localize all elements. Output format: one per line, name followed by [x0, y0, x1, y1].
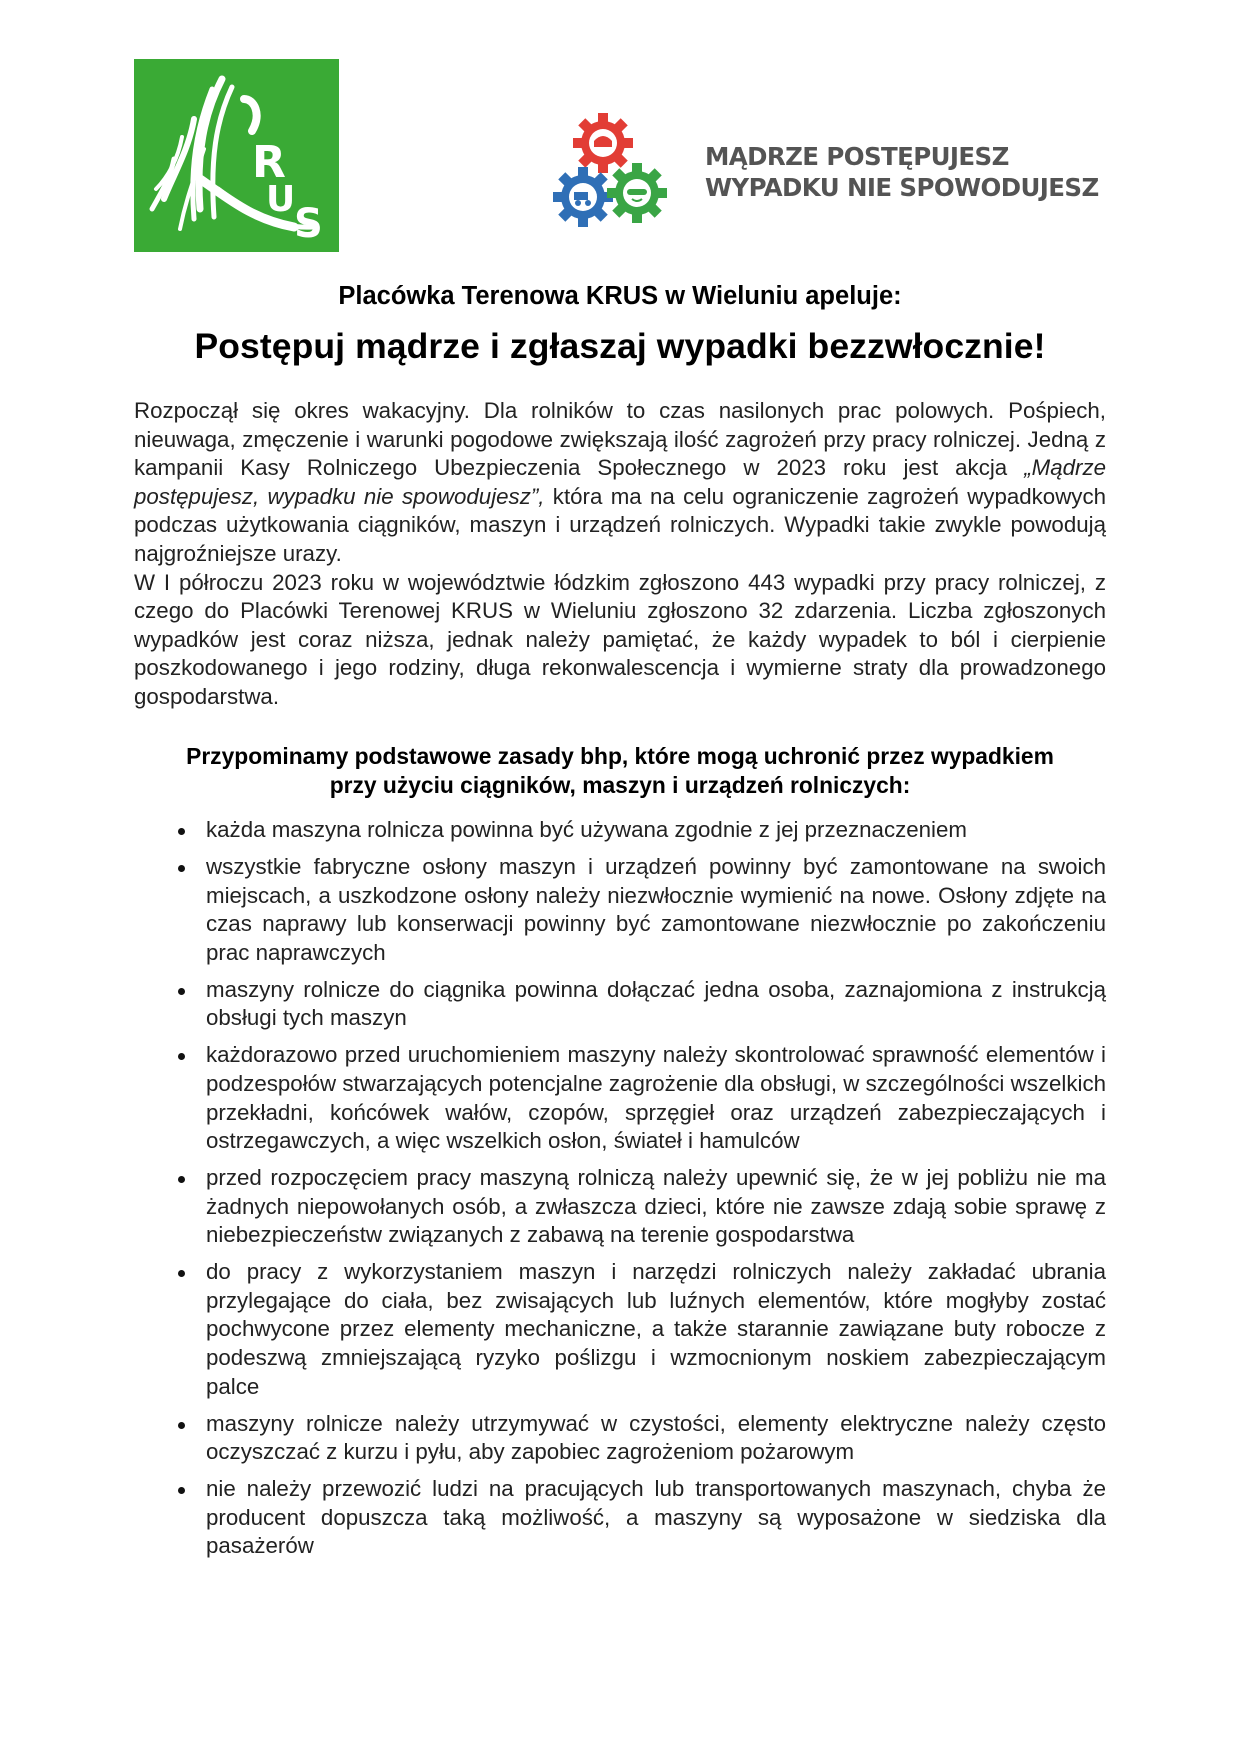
rule-text: każdorazowo przed uruchomieniem maszyny należy skontrolować sprawność elementów i podzespołów stwarzających potencjalne zagrożenie dla obsługi, w szczególności wszelkich przekładni, końcówek wałów, czopów, sprzęgieł oraz urządzeń zabezpieczających i ostrzegawczych, a więc wszelkich osłon, świateł i hamulców: [206, 1042, 1106, 1154]
svg-text:S: S: [294, 201, 323, 247]
list-item: [134, 976, 1106, 1033]
rules-list: [134, 816, 1106, 1569]
bullet-icon: [178, 1270, 185, 1277]
campaign-logo: [553, 113, 1113, 238]
rule-text: przed rozpoczęciem pracy maszyną rolniczą należy upewnić się, że w jej pobliżu nie ma żadnych niepowołanych osób, a zwłaszcza dzieci, które nie zawsze zdają sobie sprawę z niebezpieczeństw związanych z zabawą na terenie gospodarstwa: [206, 1165, 1106, 1248]
bullet-icon: [178, 1053, 185, 1060]
list-item: [134, 1164, 1106, 1250]
intro-paragraph-1: [134, 397, 1106, 569]
rule-text: nie należy przewozić ludzi na pracujących lub transportowanych maszynach, chyba że producent dopuszcza taką możliwość, a maszyny są wyposażone w siedziska dla pasażerów: [206, 1476, 1106, 1559]
rule-text: maszyny rolnicze do ciągnika powinna dołączać jedna osoba, zaznajomiona z instrukcją obsługi tych maszyn: [206, 976, 1106, 1031]
rule-text: wszystkie fabryczne osłony maszyn i urządzeń powinny być zamontowane na swoich miejscach, a uszkodzone osłony należy niezwłocznie wymienić na nowe. Osłony zdjęte na czas naprawy lub konserwacji powinny być zamontowane niezwłocznie po zakończeniu prac naprawczych: [206, 853, 1106, 965]
bullet-icon: [178, 1176, 185, 1183]
list-item: [134, 1258, 1106, 1401]
intro-p1-before: Rozpoczął się okres wakacyjny. Dla rolników to czas nasilonych prac polowych. Pośpiech, nieuwaga, zmęczenie i warunki pogodowe zwiększają ilość zagrożeń przy pracy rolniczej. Jedną z kampanii Kasy Rolniczego Ubezpieczenia Społecznego w 2023 roku jest akcja: [134, 398, 1106, 481]
list-item: [134, 1410, 1106, 1467]
campaign-slogan-line2: WYPADKU NIE SPOWODUJESZ: [705, 173, 1099, 202]
bullet-icon: [178, 828, 185, 835]
bullet-icon: [178, 1422, 185, 1429]
svg-text:U: U: [266, 179, 296, 220]
bullet-icon: [178, 988, 185, 995]
bullet-icon: [178, 1487, 185, 1494]
list-item: [134, 853, 1106, 967]
rule-text: maszyny rolnicze należy utrzymywać w czystości, elementy elektryczne należy często oczyszczać z kurzu i pyłu, aby zapobiec zagrożeniom pożarowym: [206, 1410, 1106, 1465]
rules-heading: [134, 742, 1106, 799]
list-item: [134, 816, 1106, 845]
campaign-name: „Mądrze postępujesz, wypadku nie spowodujesz”,: [134, 455, 1106, 509]
svg-text:R: R: [252, 137, 286, 188]
campaign-slogan: [705, 141, 1099, 203]
bullet-icon: [178, 865, 185, 872]
krus-logo-icon: [134, 59, 339, 252]
rules-heading-line1: Przypominamy podstawowe zasady bhp, które mogą uchronić przez wypadkiem: [186, 743, 1054, 769]
rule-text: do pracy z wykorzystaniem maszyn i narzędzi rolniczych należy zakładać ubrania przylegające do ciała, bez zwisających lub luźnych elementów, które mogłyby zostać pochwycone przez elementy mechaniczne, a także starannie zawiązane buty robocze z podeszwą zmniejszającą ryzyko poślizgu i wzmocnionym noskiem zabezpieczającym palce: [206, 1259, 1106, 1399]
org-line: Placówka Terenowa KRUS w Wieluniu apeluje:: [338, 282, 902, 310]
intro-p1-after: która ma na celu ograniczenie zagrożeń wypadkowych podczas użytkowania ciągników, maszyn i urządzeń rolniczych. Wypadki takie zwykle powodują najgroźniejsze urazy.: [134, 483, 1106, 566]
list-item: [134, 1041, 1106, 1155]
intro-text: [134, 397, 1106, 712]
rules-heading-line2: przy użyciu ciągników, maszyn i urządzeń rolniczych:: [329, 771, 911, 798]
list-item: [134, 1475, 1106, 1561]
intro-paragraph-2: W I półroczu 2023 roku w województwie łódzkim zgłoszono 443 wypadki przy pracy rolniczej, z czego do Placówki Terenowej KRUS w Wieluniu zgłoszono 32 zdarzenia. Liczba zgłoszonych wypadków jest coraz niższa, jednak należy pamiętać, że każdy wypadek to ból i cierpienie poszkodowanego i jego rodziny, długa rekonwalescencja i wymierne straty dla prowadzonego gospodarstwa.: [134, 569, 1106, 709]
page-title: Postępuj mądrze i zgłaszaj wypadki bezzwłocznie!: [194, 326, 1046, 366]
campaign-slogan-line1: MĄDRZE POSTĘPUJESZ: [705, 142, 1009, 171]
gears-icon: [553, 113, 693, 238]
rule-text: każda maszyna rolnicza powinna być używana zgodnie z jej przeznaczeniem: [206, 817, 967, 842]
